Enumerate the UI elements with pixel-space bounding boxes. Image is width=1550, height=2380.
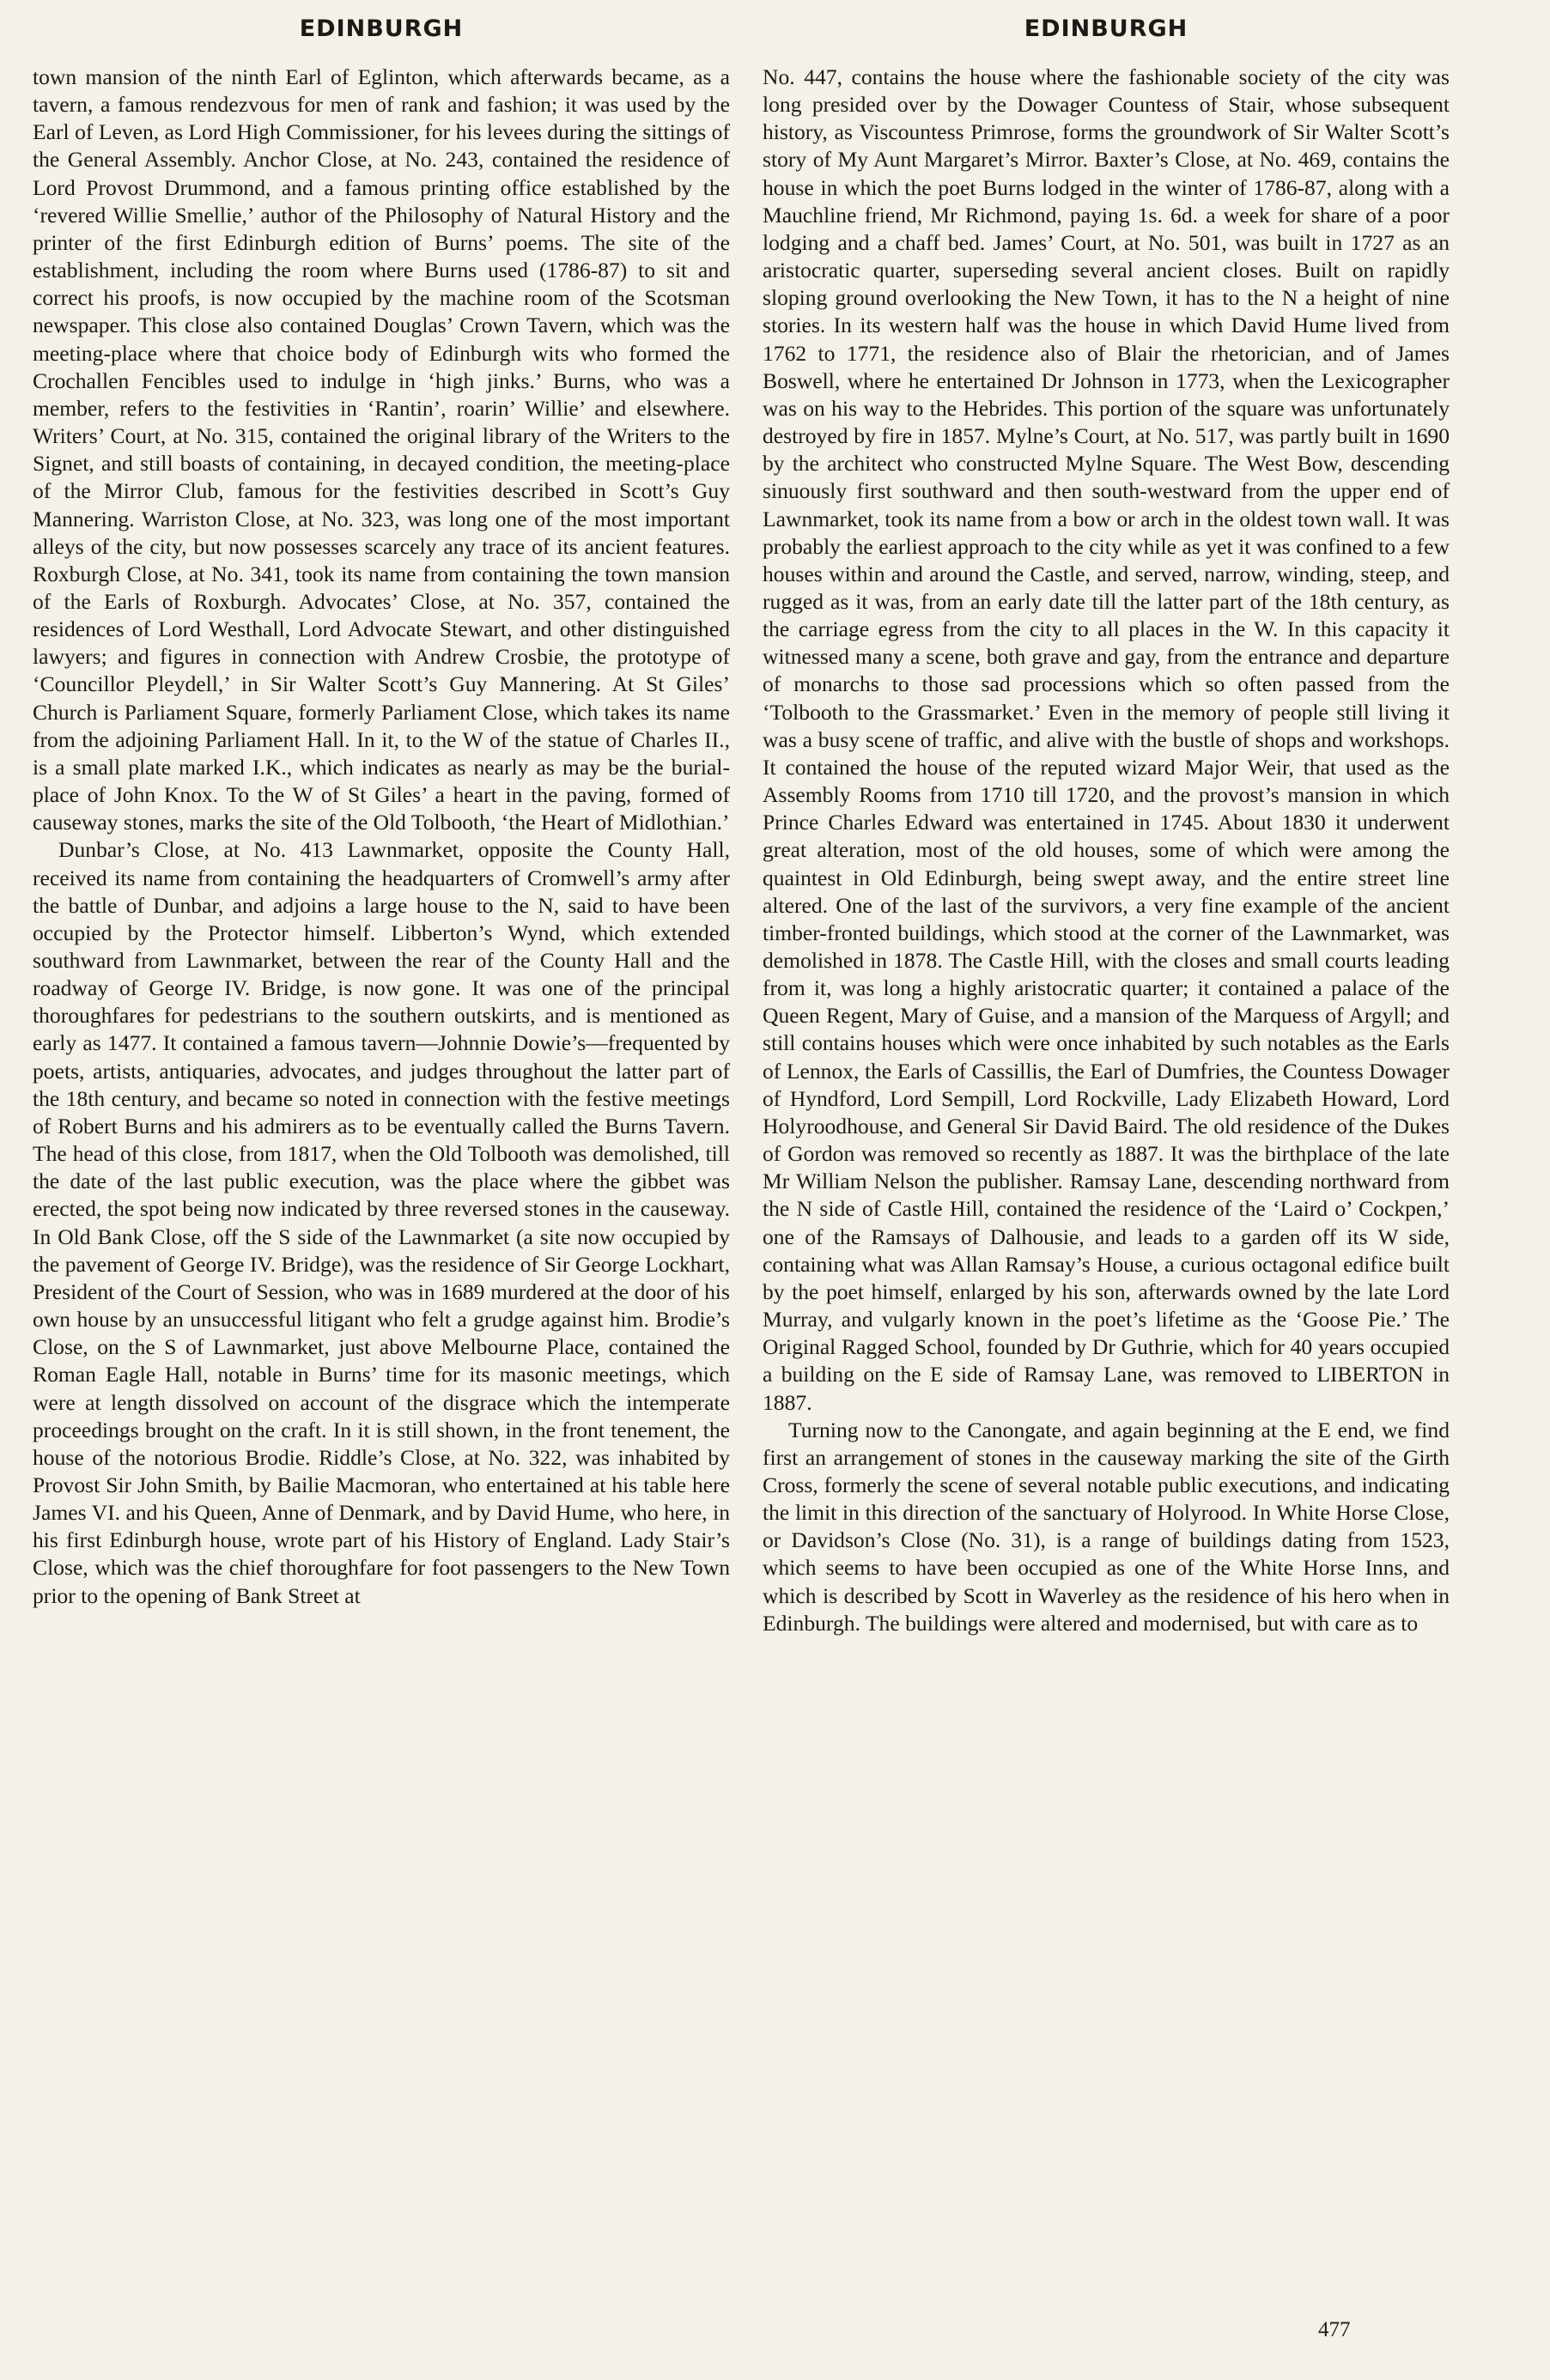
page-number: 477 — [1318, 2318, 1351, 2341]
left-running-head: EDINBURGH — [299, 15, 464, 42]
left-paragraph-2: Dunbar’s Close, at No. 413 Lawnmarket, opposite the County Hall, received its name from containing the headquarters of Cromwell’s army after the battle of Dunbar, and adjoins a large house to the N, said to have been occupied by the Protector himself. Libberton’s Wynd, which extended southward from Lawnmarket, between the rear of the County Hall and the roadway of George IV. Bridge, is now gone. It was one of the principal thoroughfares for pedestrians to the southern outskirts, and is mentioned as early as 1477. It contained a famous tavern—Johnnie Dowie’s—frequented by poets, artists, antiquaries, advocates, and judges throughout the latter part of the 18th century, and became so noted in connection with the festive meetings of Robert Burns and his admirers as to be eventually called the Burns Tavern. The head of this close, from 1817, when the Old Tolbooth was demolished, till the date of the last public execution, was the place where the gibbet was erected, the spot being now indicated by three reversed stones in the causeway. In Old Bank Close, off the S side of the Lawnmarket (a site now occupied by the pavement of George IV. Bridge), was the residence of Sir George Lockhart, President of the Court of Session, who was in 1689 murdered at the door of his own house by an unsuccessful litigant who felt a grudge against him. Brodie’s Close, on the S of Lawnmarket, just above Melbourne Place, contained the Roman Eagle Hall, notable in Burns’ time for its masonic meetings, which were at length dissolved on account of the disgrace which the intemperate proceedings brought on the craft. In it is still shown, in the front tenement, the house of the notorious Brodie. Riddle’s Close, at No. 322, was inhabited by Provost Sir John Smith, by Bailie Macmoran, who entertained at his table here James VI. and his Queen, Anne of Denmark, and by David Hume, who here, in his first Edinburgh house, wrote part of his History of England. Lady Stair’s Close, which was the chief thoroughfare for foot passengers to the New Town prior to the opening of Bank Street at — [33, 837, 730, 1608]
right-text-column — [763, 64, 1450, 1637]
column-gutter — [744, 67, 745, 2351]
right-paragraph-2: Turning now to the Canongate, and again beginning at the E end, we find first an arrangement of stones in the causeway marking the site of the Girth Cross, formerly the scene of several notable public executions, and indicating the limit in this direction of the sanctuary of Holyrood. In White Horse Close, or Davidson’s Close (No. 31), is a range of buildings dating from 1523, which seems to have been occupied as one of the White Horse Inns, and which is described by Scott in Waverley as the residence of his hero when in Edinburgh. The buildings were altered and modernised, but with care as to — [763, 1417, 1450, 1636]
right-running-head: EDINBURGH — [1024, 15, 1188, 42]
right-paragraph-1: No. 447, contains the house where the fashionable society of the city was long presided over by the Dowager Countess of Stair, whose subsequent history, as Viscountess Primrose, forms the groundwork of Sir Walter Scott’s story of My Aunt Margaret’s Mirror. Baxter’s Close, at No. 469, contains the house in which the poet Burns lodged in the winter of 1786-87, along with a Mauchline friend, Mr Richmond, paying 1s. 6d. a week for share of a poor lodging and a chaff bed. James’ Court, at No. 501, was built in 1727 as an aristocratic quarter, superseding several ancient closes. Built on rapidly sloping ground overlooking the New Town, it has to the N a height of nine stories. In its western half was the house in which David Hume lived from 1762 to 1771, the residence also of Blair the rhetorician, and of James Boswell, where he entertained Dr Johnson in 1773, when the Lexicographer was on his way to the Hebrides. This portion of the square was unfortunately destroyed by fire in 1857. Mylne’s Court, at No. 517, was partly built in 1690 by the architect who constructed Mylne Square. The West Bow, descending sinuously first southward and then south-westward from the upper end of Lawnmarket, took its name from a bow or arch in the oldest town wall. It was probably the earliest approach to the city while as yet it was confined to a few houses within and around the Castle, and served, narrow, winding, steep, and rugged as it was, from an early date till the latter part of the 18th century, as the carriage egress from the city to all places in the W. In this capacity it witnessed many a scene, both grave and gay, from the entrance and departure of monarchs to those sad processions which so often passed from the ‘Tolbooth to the Grassmarket.’ Even in the memory of people still living it was a busy scene of traffic, and alive with the bustle of shops and workshops. It contained the house of the reputed wizard Major Weir, that used as the Assembly Rooms from 1710 till 1720, and the provost’s mansion in which Prince Charles Edward was entertained in 1745. About 1830 it underwent great alteration, most of the old houses, some of which were among the quaintest in Old Edinburgh, being swept away, and the entire street line altered. One of the last of the survivors, a very fine example of the ancient timber-fronted buildings, which stood at the corner of the Lawnmarket, was demolished in 1878. The Castle Hill, with the closes and small courts leading from it, was long a highly aristocratic quarter; it contained a palace of the Queen Regent, Mary of Guise, and a mansion of the Marquess of Argyll; and still contains houses which were once inhabited by such notables as the Earls of Lennox, the Earls of Cassillis, the Earl of Dumfries, the Countess Dowager of Hyndford, Lord Sempill, Lord Rockville, Lady Elizabeth Howard, Lord Holyroodhouse, and General Sir David Baird. The old residence of the Dukes of Gordon was removed so recently as 1887. It was the birthplace of the late Mr William Nelson the publisher. Ramsay Lane, descending northward from the N side of Castle Hill, contained the residence of the ‘Laird o’ Cockpen,’ one of the Ramsays of Dalhousie, and leads to a garden off its W side, containing what was Allan Ramsay’s House, a curious octagonal edifice built by the poet himself, enlarged by his son, afterwards owned by the late Lord Murray, and vulgarly known in the poet’s lifetime as the ‘Goose Pie.’ The Original Ragged School, founded by Dr Guthrie, which for 40 years occupied a building on the E side of Ramsay Lane, was removed to LIBERTON in 1887. — [763, 64, 1450, 1415]
left-text-column — [33, 64, 730, 1610]
left-paragraph-1: town mansion of the ninth Earl of Eglinton, which afterwards became, as a tavern, a famous rendezvous for men of rank and fashion; it was used by the Earl of Leven, as Lord High Commissioner, for his levees during the sittings of the General Assembly. Anchor Close, at No. 243, contained the residence of Lord Provost Drummond, and a famous printing office established by the ‘revered Willie Smellie,’ author of the Philosophy of Natural History and the printer of the first Edinburgh edition of Burns’ poems. The site of the establishment, including the room where Burns used (1786-87) to sit and correct his proofs, is now occupied by the machine room of the Scotsman newspaper. This close also contained Douglas’ Crown Tavern, which was the meeting-place where that choice body of Edinburgh wits who formed the Crochallen Fencibles used to indulge in ‘high jinks.’ Burns, who was a member, refers to the festivities in ‘Rantin’, roarin’ Willie’ and elsewhere. Writers’ Court, at No. 315, contained the original library of the Writers to the Signet, and still boasts of containing, in decayed condition, the meeting-place of the Mirror Club, famous for the festivities described in Scott’s Guy Mannering. Warriston Close, at No. 323, was long one of the most important alleys of the city, but now possesses scarcely any trace of its ancient features. Roxburgh Close, at No. 341, took its name from containing the town mansion of the Earls of Roxburgh. Advocates’ Close, at No. 357, contained the residences of Lord Westhall, Lord Advocate Stewart, and other distinguished lawyers; and figures in connection with Andrew Crosbie, the prototype of ‘Councillor Pleydell,’ in Sir Walter Scott’s Guy Mannering. At St Giles’ Church is Parliament Square, formerly Parliament Close, which takes its name from the adjoining Parliament Hall. In it, to the W of the statue of Charles II., is a small plate marked I.K., which indicates as nearly as may be the burial-place of John Knox. To the W of St Giles’ a heart in the paving, formed of causeway stones, marks the site of the Old Tolbooth, ‘the Heart of Midlothian.’ — [33, 64, 730, 835]
